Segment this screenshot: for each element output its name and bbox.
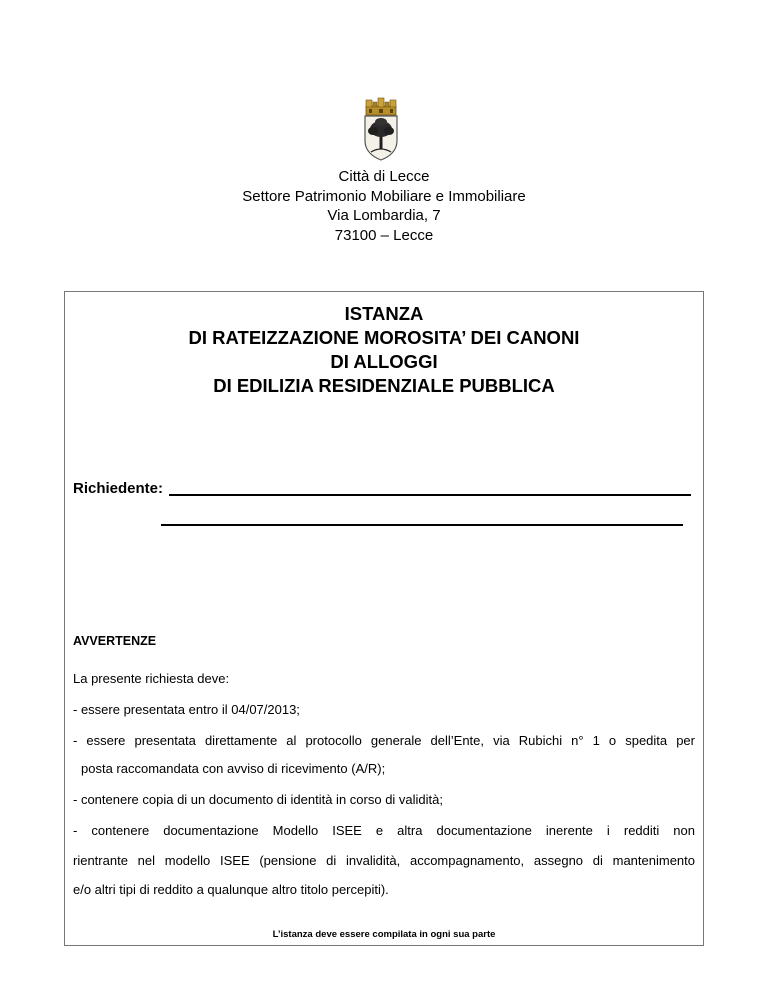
issuer-city: Città di Lecce [338,168,430,185]
issuer-header [0,167,768,245]
warning-item-delivery-line-2: posta raccomandata con avviso di ricevimento (A/R); [81,761,386,776]
title-line-3: DI ALLOGGI [330,351,438,372]
requester-field-line-2[interactable] [161,524,683,526]
warning-item-deadline: - essere presentata entro il 04/07/2013; [73,702,300,717]
warnings-heading: AVVERTENZE [73,634,157,648]
issuer-zip-city: 73100 – Lecce [334,226,434,244]
warning-item-isee-line-2: rientrante nel modello ISEE (pensione di invalidità, accompagnamento, assegno di mantenimento [73,853,695,868]
title-line-1: ISTANZA [344,303,424,324]
requester-label: Richiedente: [73,480,164,497]
crown-icon [366,98,396,115]
title-line-2: DI RATEIZZAZIONE MOROSITA’ DEI CANONI [188,327,580,348]
warning-item-id-document: - contenere copia di un documento di identità in corso di validità; [73,792,443,807]
warning-item-isee-line-1: - contenere documentazione Modello ISEE e altra documentazione inerente i redditi non [73,823,695,838]
requester-field-line-1[interactable] [169,494,691,496]
warning-item-delivery-line-1: - essere presentata direttamente al protocollo generale dell’Ente, via Rubichi n° 1 o spedita per [73,733,695,748]
warnings-intro: La presente richiesta deve: [73,671,230,686]
issuer-sector: Settore Patrimonio Mobiliare e Immobiliare [242,187,526,205]
form-title [65,302,703,398]
title-line-4: DI EDILIZIA RESIDENZIALE PUBBLICA [213,375,555,396]
warning-item-isee-line-3: e/o altri tipi di reddito a qualunque altro titolo percepiti). [73,882,389,897]
city-coat-of-arms [357,97,405,161]
issuer-street: Via Lombardia, 7 [327,207,441,224]
footer-note: L’istanza deve essere compilata in ogni sua parte [272,929,496,940]
form-box [64,291,704,946]
